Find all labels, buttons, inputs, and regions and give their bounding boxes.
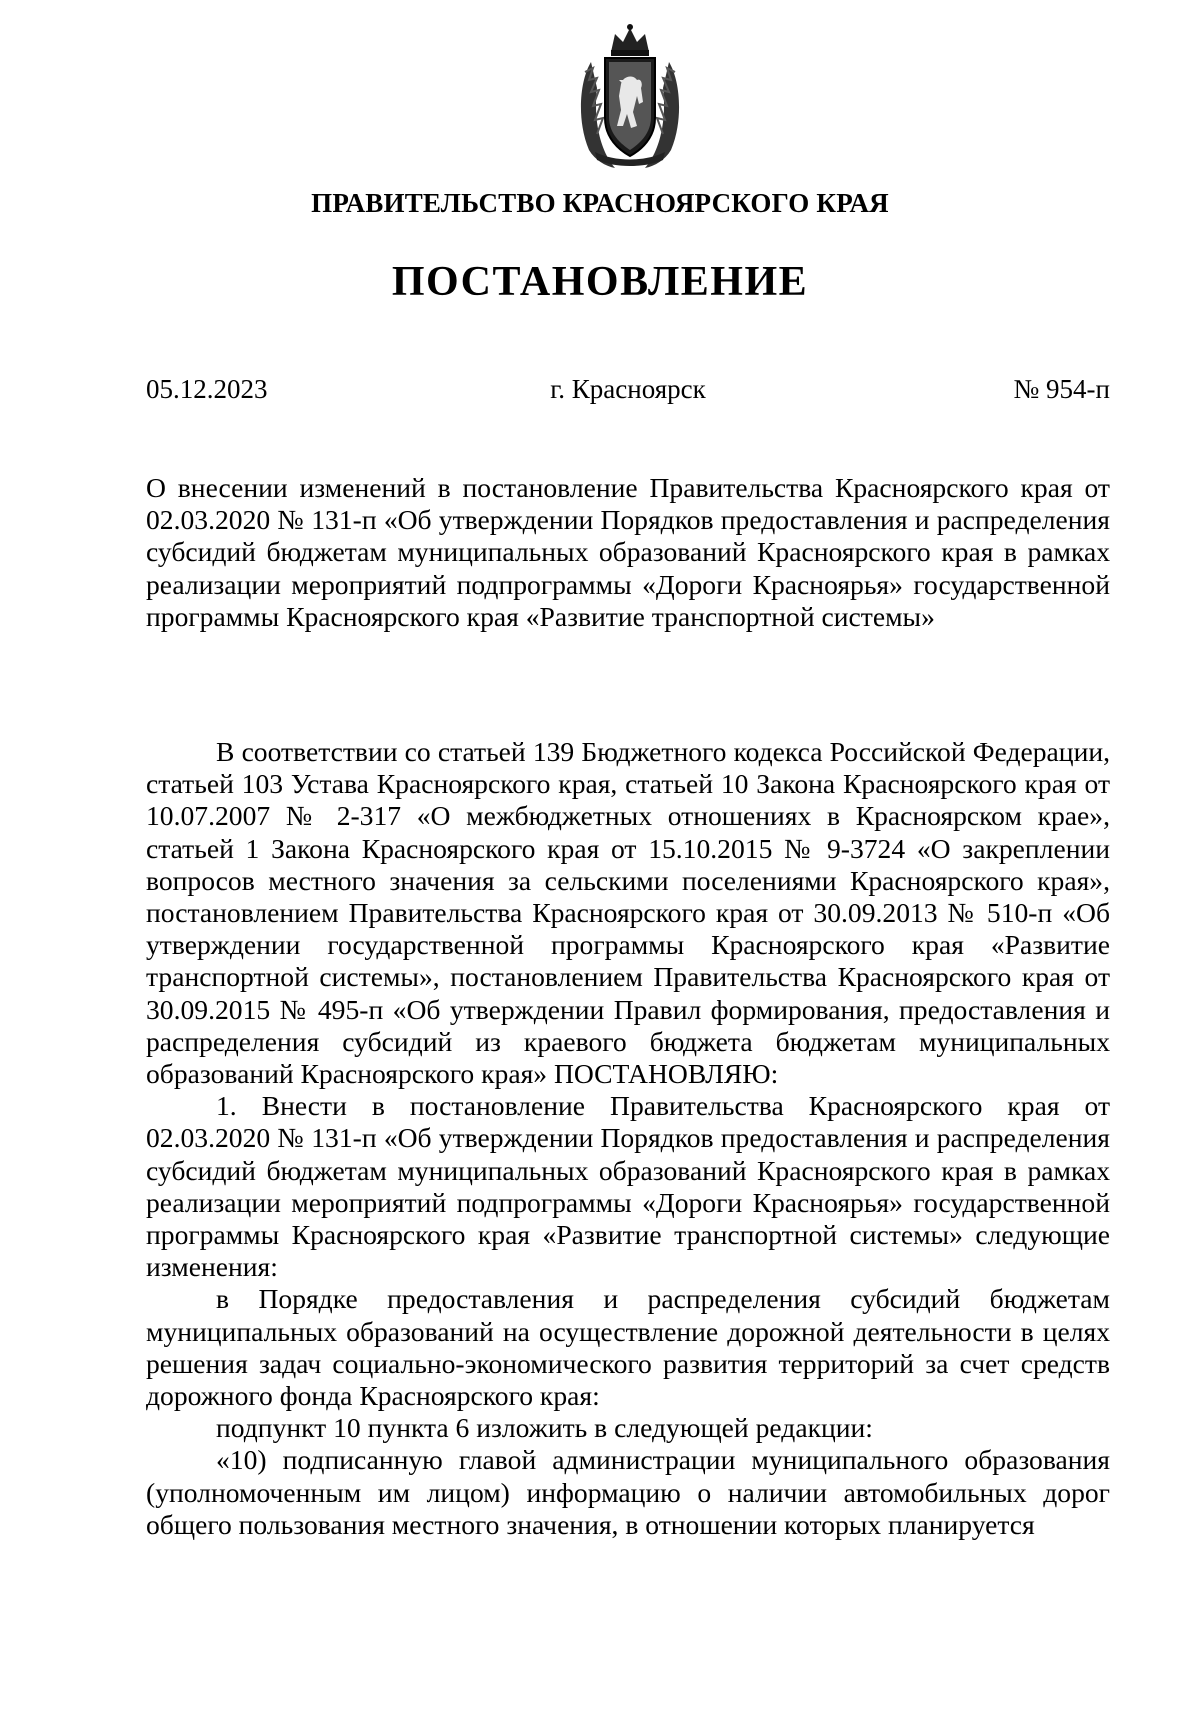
- subpoint-paragraph: подпункт 10 пункта 6 изложить в следующей редакции:: [216, 1412, 873, 1444]
- organization-name: ПРАВИТЕЛЬСТВО КРАСНОЯРСКОГО КРАЯ: [311, 188, 889, 218]
- preamble-paragraph: В соответствии со статьей 139 Бюджетного кодекса Российской Федерации, статьей 103 Устава Красноярского края, статьей 10 Закона Красноярского края от 10.07.2007 № 2-317 «О межбюджетных отношениях в Красноярском крае», статьей 1 Закона Красноярского края от 15.10.2015 № 9-3724 «О закреплении вопросов местного значения за сельскими поселениями Красноярского края», постановлением Правительства Красноярского края от 30.09.2013 № 510-п «Об утверждении государственной программы Красноярского края «Развитие транспортной системы», постановлением Правительства Красноярского края от 30.09.2015 № 495-п «Об утверждении Правил формирования, предоставления и распределения субсидий из краевого бюджета бюджетам муниципальных образований Красноярского края» ПОСТАНОВЛЯЮ:: [146, 736, 1110, 1090]
- item-1-sub-paragraph: в Порядке предоставления и распределения субсидий бюджетам муниципальных образований на осуществление дорожной деятельности в целях решения задач социально-экономического развития территорий за счет средств дорожного фонда Красноярского края:: [146, 1283, 1110, 1412]
- document-date: 05.12.2023: [146, 374, 268, 404]
- item-1-paragraph: 1. Внести в постановление Правительства Красноярского края от 02.03.2020 № 131-п «Об утверждении Порядков предоставления и распределения субсидий бюджетам муниципальных образований Красноярского края в рамках реализации мероприятий подпрограммы «Дороги Красноярья» государственной программы Красноярского края «Развитие транспортной системы» следующие изменения:: [146, 1090, 1110, 1283]
- document-title: О внесении изменений в постановление Правительства Красноярского края от 02.03.2020 № 131-п «Об утверждении Порядков предоставления и распределения субсидий бюджетам муниципальных образований Красноярского края в рамках реализации мероприятий подпрограммы «Дороги Красноярья» государственной программы Красноярского края «Развитие транспортной системы»: [146, 472, 1110, 632]
- document-body: [146, 736, 1110, 1541]
- document-city: г. Красноярск: [550, 374, 706, 404]
- quote-paragraph: «10) подписанную главой администрации муниципального образования (уполномоченным им лицом) информацию о наличии автомобильных дорог общего пользования местного значения, в отношении которых планируется: [146, 1444, 1110, 1540]
- document-title-block: [146, 472, 1110, 633]
- document-type-heading: ПОСТАНОВЛЕНИЕ: [391, 259, 809, 305]
- krasnoyarsk-coat-of-arms-icon: [571, 22, 689, 170]
- document-number: № 954-п: [1013, 374, 1110, 404]
- document-meta-row: [146, 374, 1110, 414]
